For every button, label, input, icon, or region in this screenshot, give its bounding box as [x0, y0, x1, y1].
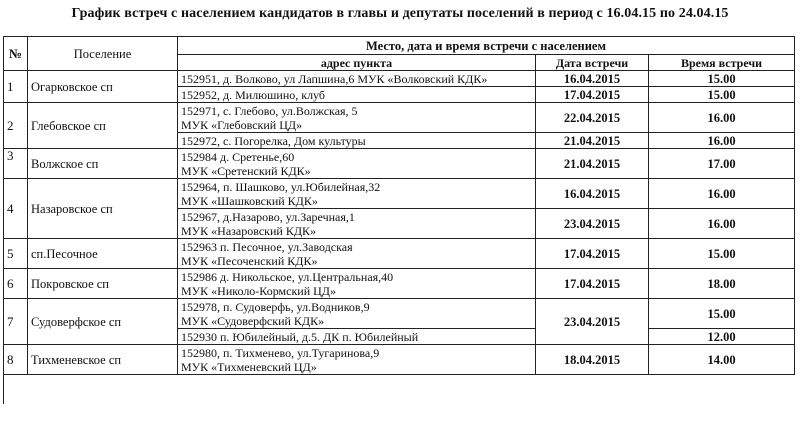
meeting-date: 21.04.2015	[536, 149, 649, 179]
meeting-time: 15.00	[649, 87, 795, 103]
document-title: График встреч с населением кандидатов в главы и депутаты поселений в период с 16.04.15 по 24.04.15	[71, 6, 729, 21]
settlement-name: Судоверфское сп	[28, 299, 178, 345]
meeting-address: 152978, п. Судоверфь, ул.Водников,9 МУК «Судоверфский КДК»	[178, 299, 536, 329]
settlement-name: сп.Песочное	[28, 239, 178, 269]
meeting-schedule-table	[3, 36, 795, 375]
table-row	[4, 103, 795, 133]
table-row	[4, 269, 795, 299]
meeting-date: 17.04.2015	[536, 239, 649, 269]
settlement-name: Назаровское сп	[28, 179, 178, 239]
header-time: Время встречи	[649, 55, 795, 71]
settlement-name: Тихменевское сп	[28, 345, 178, 375]
meeting-address: 152986 д. Никольское, ул.Центральная,40 МУК «Николо-Кормский ЦД»	[178, 269, 536, 299]
row-number: 7	[4, 299, 28, 345]
meeting-time: 14.00	[649, 345, 795, 375]
meeting-time: 16.00	[649, 179, 795, 209]
meeting-date: 23.04.2015	[536, 299, 649, 345]
meeting-time: 15.00	[649, 71, 795, 87]
meeting-date: 21.04.2015	[536, 133, 649, 149]
settlement-name: Глебовское сп	[28, 103, 178, 149]
meeting-time: 12.00	[649, 329, 795, 345]
meeting-address: 152967, д.Назарово, ул.Заречная,1 МУК «Назаровский КДК»	[178, 209, 536, 239]
table-row	[4, 345, 795, 375]
meeting-date: 17.04.2015	[536, 269, 649, 299]
meeting-time: 16.00	[649, 103, 795, 133]
table-row	[4, 149, 795, 179]
header-place-date-time: Место, дата и время встречи с населением	[178, 37, 795, 55]
meeting-time: 16.00	[649, 209, 795, 239]
row-number: 3	[4, 149, 28, 179]
meeting-time: 18.00	[649, 269, 795, 299]
table-row	[4, 179, 795, 209]
header-settlement: Поселение	[28, 37, 178, 71]
meeting-time: 15.00	[649, 239, 795, 269]
meeting-date: 16.04.2015	[536, 71, 649, 87]
table-border-tail	[3, 374, 4, 404]
meeting-date: 17.04.2015	[536, 87, 649, 103]
meeting-address: 152972, с. Погорелка, Дом культуры	[178, 133, 536, 149]
meeting-address: 152971, с. Глебово, ул.Волжская, 5 МУК «Глебовский ЦД»	[178, 103, 536, 133]
settlement-name: Огарковское сп	[28, 71, 178, 103]
meeting-date: 16.04.2015	[536, 179, 649, 209]
meeting-date: 23.04.2015	[536, 209, 649, 239]
row-number: 4	[4, 179, 28, 239]
header-number: №	[4, 37, 28, 71]
meeting-address: 152980, п. Тихменево, ул.Тугаринова,9 МУК «Тихменевский ЦД»	[178, 345, 536, 375]
row-number: 2	[4, 103, 28, 149]
header-address: адрес пункта	[178, 55, 536, 71]
settlement-name: Волжское сп	[28, 149, 178, 179]
table-row	[4, 299, 795, 329]
meeting-address: 152951, д. Волково, ул Лапшина,6 МУК «Волковский КДК»	[178, 71, 536, 87]
meeting-address: 152930 п. Юбилейный, д.5. ДК п. Юбилейный	[178, 329, 536, 345]
meeting-address: 152952, д. Милюшино, клуб	[178, 87, 536, 103]
meeting-address: 152964, п. Шашково, ул.Юбилейная,32 МУК «Шашковский КДК»	[178, 179, 536, 209]
meeting-time: 15.00	[649, 299, 795, 329]
meeting-time: 16.00	[649, 133, 795, 149]
header-date: Дата встречи	[536, 55, 649, 71]
meeting-address: 152984 д. Сретенье,60 МУК «Сретенский КДК»	[178, 149, 536, 179]
meeting-time: 17.00	[649, 149, 795, 179]
settlement-name: Покровское сп	[28, 269, 178, 299]
meeting-date: 18.04.2015	[536, 345, 649, 375]
row-number: 6	[4, 269, 28, 299]
meeting-date: 22.04.2015	[536, 103, 649, 133]
table-row	[4, 71, 795, 87]
row-number: 8	[4, 345, 28, 375]
row-number: 5	[4, 239, 28, 269]
row-number: 1	[4, 71, 28, 103]
table-row	[4, 239, 795, 269]
meeting-address: 152963 п. Песочное, ул.Заводская МУК «Песоченский КДК»	[178, 239, 536, 269]
